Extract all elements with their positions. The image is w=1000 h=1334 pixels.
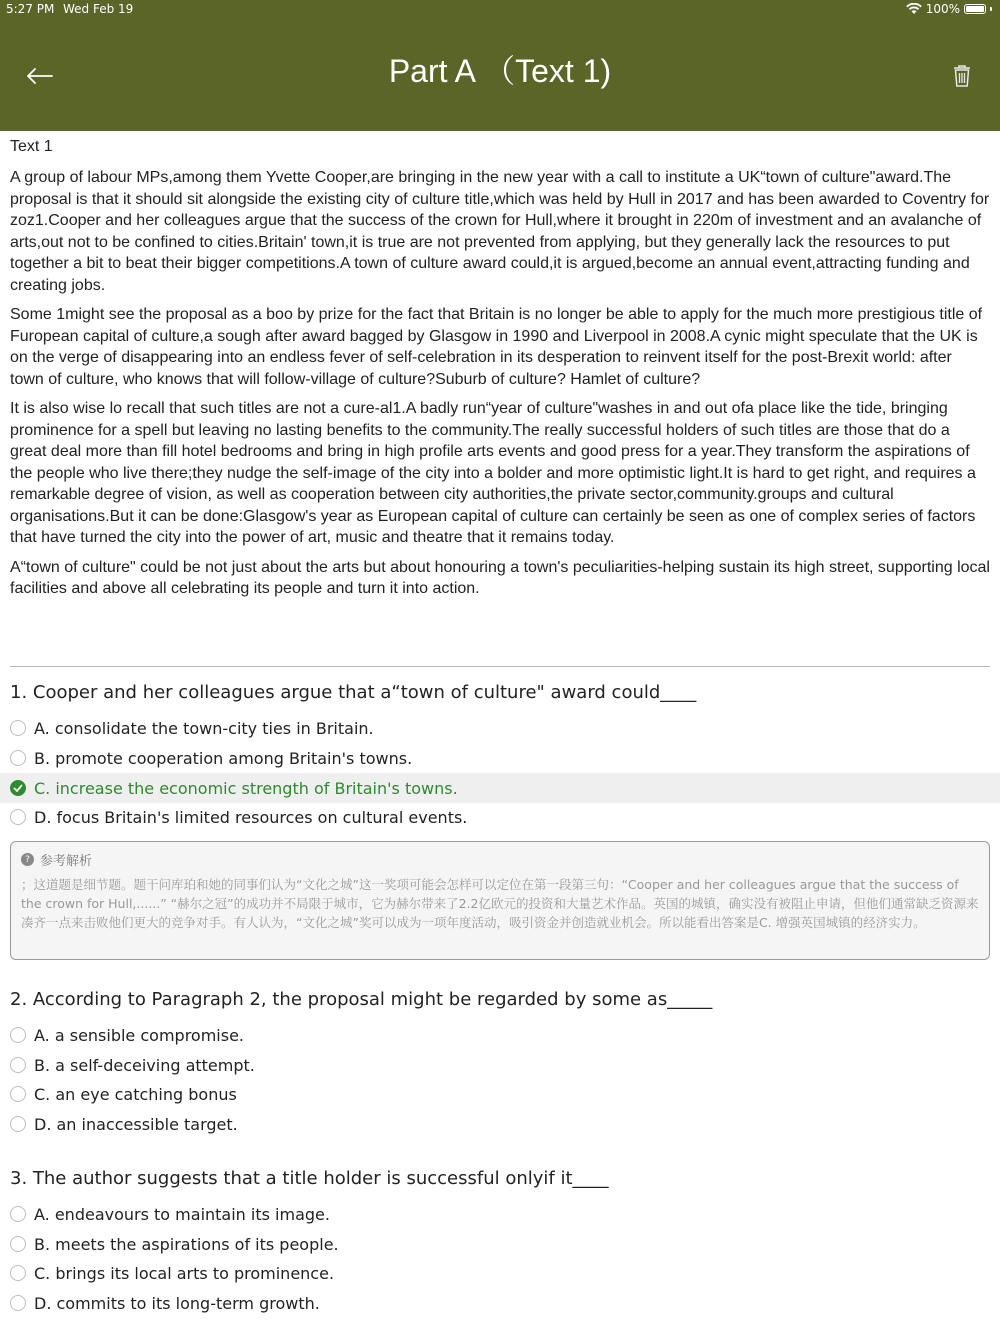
radio-button[interactable] [10,1206,26,1222]
question-2-option-b[interactable] [0,1050,1000,1080]
question-3-option-c[interactable] [0,1258,1000,1288]
question-1-option-a[interactable] [0,713,1000,743]
passage [10,131,990,600]
question-1-option-d[interactable] [0,802,1000,832]
answer-analysis [10,841,990,960]
analysis-text: ；这道题是细节题。题干问库珀和她的同事们认为“文化之城”这一奖项可能会怎样可以定位在第一段第三句：“Cooper and her colleagues argue that the success of the crown for Hull,......” “赫尔之冠”的成功并不局限于城市，它为赫尔带来了2.2亿欧元的投资和大量艺术作品。英国的城镇，确实没有被阻止申请，但他们通常缺乏资源来凑齐一点来击败他们更大的竞争对手。有人认为，“文化之城”奖可以成为一项年度活动，吸引资金并创造就业机会。所以能看出答案是C. 增强英国城镇的经济实力。 [21,877,979,930]
paragraph: A group of labour MPs,among them Yvette Cooper,are bringing in the new year with a call to institute a UK“town of culture"award.The proposal is that it should sit alongside the existing city of culture title,which was held by Hull in 2017 and has been awarded to Coventry for zoz1.Cooper and her colleagues argue that the success of the crown for Hull,where it brought in 220m of investment and an avalanche of arts,out not to be confined to cities.Britain' town,it is true are not prevented from applying, but they generally lack the resources to put together a bit to beat their bigger competitions.A town of culture award could,it is argued,become an annual event,attracting funding and creating jobs. [10,169,990,294]
radio-button[interactable] [10,1295,26,1311]
paragraph: Some 1might see the proposal as a boo by prize for the fact that Britain is no longer be able to apply for the much more prestigious title of Furopean capital of culture,a sough after award bagged by Glasgow in 1990 and Liverpool in 2008.A cynic might speculate that the UK is on the verge of disappearing into an endless fever of self-celebration in its desperation to reinvent itself for the post-Brexit world: after town of culture, who knows that will follow-village of culture?Suburb of culture? Hamlet of culture? [10,306,983,388]
battery-icon [964,4,986,14]
status-right [906,2,992,16]
question-3-option-d[interactable] [0,1288,1000,1318]
question-1-option-b[interactable] [0,743,1000,773]
status-bar [0,0,1000,20]
question-2-option-d[interactable] [0,1109,1000,1139]
question-3-option-a[interactable] [0,1199,1000,1229]
radio-button[interactable] [10,720,26,736]
question-mark-icon: ? [21,853,34,866]
battery-percent: 100% [925,2,960,16]
option-label: C. brings its local arts to prominence. [34,1263,335,1283]
question-1-option-c[interactable] [0,773,1000,803]
question-3-stem: 3. The author suggests that a title holder is successful onlyif it____ [10,1168,609,1189]
question-2-option-a[interactable] [0,1020,1000,1050]
question-2-option-c[interactable] [0,1079,1000,1109]
radio-button[interactable] [10,1027,26,1043]
analysis-title: 参考解析 [40,854,93,869]
radio-button[interactable] [10,750,26,766]
option-label: D. an inaccessible target. [34,1114,238,1134]
option-label: D. commits to its long-term growth. [34,1293,320,1313]
option-label: A. endeavours to maintain its image. [34,1204,330,1224]
option-label: B. meets the aspirations of its people. [34,1234,339,1254]
radio-button[interactable] [10,1236,26,1252]
wifi-icon [906,3,922,15]
question-3-option-b[interactable] [0,1229,1000,1259]
option-label: D. focus Britain's limited resources on cultural events. [34,807,468,827]
page-title: Part A （Text 1) [388,53,612,89]
paragraph: A“town of culture" could be not just about the arts but about honouring a town's peculiarities-helping sustain its high street, supporting local facilities and above all celebrating its people and turn it into action. [10,558,990,597]
radio-button[interactable] [10,1057,26,1073]
battery-tip [990,7,992,11]
option-label: B. a self-deceiving attempt. [34,1055,255,1075]
question-1-stem: 1. Cooper and her colleagues argue that a“town of culture" award could____ [10,682,697,703]
status-time: 5:27 PM [6,2,55,16]
nav-header [0,0,1000,131]
radio-button[interactable] [10,1265,26,1281]
analysis-header [21,850,979,869]
option-label: A. a sensible compromise. [34,1025,244,1045]
divider [10,666,990,667]
radio-button[interactable] [10,1086,26,1102]
paragraph: It is also wise lo recall that such titles are not a cure-al1.A badly run“year of culture"washes in and out ofa place like the tide, bringing prominence for a spell but leaving no lasting benefits to the community.The really successful holders of such titles are those that do a great deal more than fill hotel bedrooms and bring in high profile arts events and good press for a year.They transform the aspirations of the people who live there;they nudge the self-image of the city into a bolder and more optimistic light.It is hard to get right, and requires a remarkable degree of vision, as well as cooperation between city authorities,the private sector,community.groups and cultural organisations.But it can be done:Glasgow's year as European capital of culture can certainly be seen as one of complex series of factors that have turned the city into the power of art, music and theatre that it remains today. [10,400,976,546]
option-label: A. consolidate the town-city ties in Britain. [34,718,374,738]
status-date: Wed Feb 19 [63,2,134,16]
passage-label: Text 1 [10,138,53,155]
question-2-stem: 2. According to Paragraph 2, the proposal might be regarded by some as_____ [10,989,713,1010]
delete-button[interactable] [948,62,976,90]
radio-button[interactable] [10,1116,26,1132]
trash-icon [952,64,972,88]
radio-button[interactable] [10,809,26,825]
option-label: C. an eye catching bonus [34,1084,237,1104]
option-label: C. increase the economic strength of Britain's towns. [34,778,458,798]
check-icon[interactable] [10,780,26,796]
option-label: B. promote cooperation among Britain's towns. [34,748,413,768]
